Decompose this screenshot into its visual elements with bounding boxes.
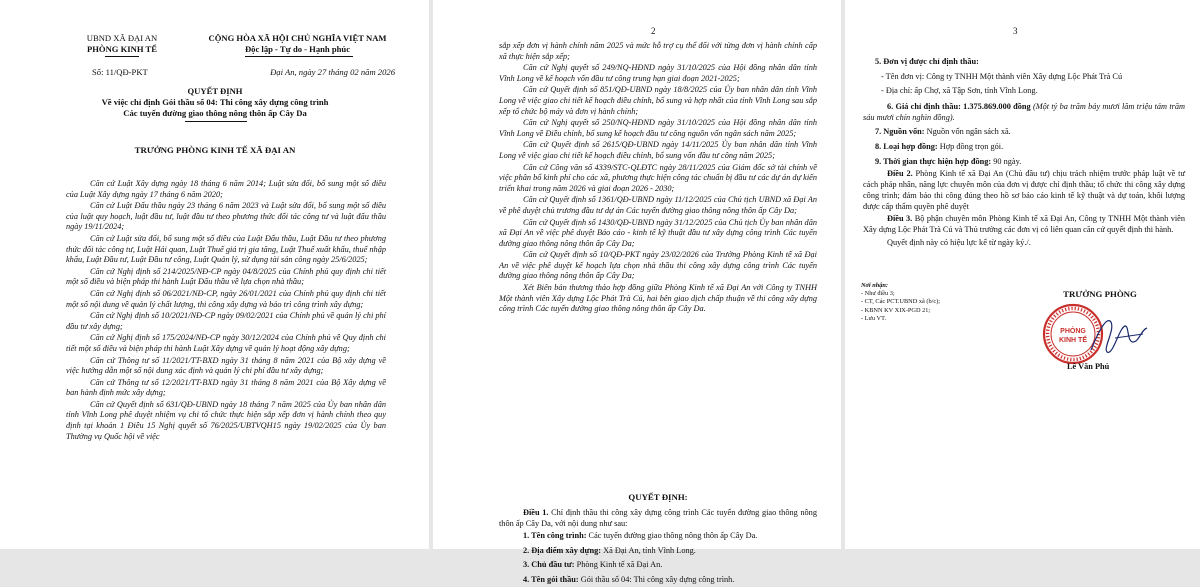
legal-basis: Căn cứ Luật sửa đổi, bổ sung một số điều của Luật Đấu thầu, Luật Đầu tư theo phương thức đối tác công tư, Luật Hải quan, Luật Thuế giá trị gia tăng, Luật Thuế xuất khẩu, thuế nhập khẩu, Luật Đầu tư, Luật Đầu tư công, Luật Quản lý, sử dụng tài sản công ngày 25/6/2025; bbox=[66, 234, 386, 266]
recipient: - KBNN KV XIX-PGD 21; bbox=[861, 307, 1011, 315]
signer-name: Lê Văn Phú bbox=[1067, 362, 1109, 371]
item-6-label: 6. Giá chỉ định thầu: 1.375.869.000 đồng bbox=[887, 102, 1031, 111]
legal-basis: Căn cứ Quyết định số 1361/QĐ-UBND ngày 11/12/2025 của Chủ tịch UBND xã Đại An về phê duyệt chủ trương đầu tư dự án Các tuyến đường giao thông nông thôn ấp Cây Da; bbox=[499, 195, 817, 216]
document-page-1 bbox=[0, 0, 429, 549]
decision-heading: QUYẾT ĐỊNH: bbox=[493, 492, 823, 502]
item-8 bbox=[863, 140, 1185, 155]
item-5-label: 5. Đơn vị được chỉ định thầu: bbox=[863, 55, 1185, 70]
subject-line-2: Các tuyến đường giao thông nông thôn ấp Cây Da bbox=[30, 108, 400, 119]
article-2-label: Điều 2. bbox=[887, 169, 913, 178]
item-5-line-1: - Tên đơn vị: Công ty TNHH Một thành viên Xây dựng Lộc Phát Trà Cú bbox=[863, 70, 1185, 85]
item-label: 3. Chủ đầu tư: bbox=[523, 560, 575, 569]
article-3-label: Điều 3. bbox=[887, 214, 912, 223]
article-2-body: Phòng Kinh tế xã Đại An (Chủ đầu tư) chịu trách nhiệm trước pháp luật về tư cách pháp nhân, năng lực chuyên môn của đơn vị được chỉ định thầu; tổ chức thi công xây dựng công trình; đảm bảo thi công đúng theo hồ sơ báo cáo kinh tế kỹ thuật và dự toán, khối lượng được cấp thẩm quyền phê duyệt bbox=[863, 169, 1185, 210]
legal-basis-list bbox=[66, 179, 386, 443]
svg-text:KINH TẾ: KINH TẾ bbox=[1059, 334, 1087, 344]
subject-line-1: Về việc chỉ định Gói thầu số 04: Thi công xây dựng công trình bbox=[30, 97, 400, 108]
item-value: Gói thầu số 04: Thi công xây dựng công trình. bbox=[579, 575, 735, 584]
doc-number: Số: 11/QĐ-PKT bbox=[92, 67, 148, 78]
svg-text:PHÒNG: PHÒNG bbox=[1060, 326, 1086, 335]
page-number: 3 bbox=[1013, 26, 1018, 36]
document-page-2 bbox=[433, 0, 841, 549]
recipient: - Như điều 3; bbox=[861, 290, 1011, 298]
signature bbox=[1085, 308, 1165, 368]
article-1-items bbox=[523, 529, 823, 587]
item-value: Phòng Kinh tế xã Đại An. bbox=[575, 560, 663, 569]
legal-basis: Căn cứ Nghị định số 175/2024/NĐ-CP ngày 30/12/2024 của Chính phủ về Quy định chi tiết một số điều và biện pháp thi hành Luật Xây dựng về quản lý hoạt động xây dựng; bbox=[66, 333, 386, 354]
article-1-body: Chỉ định thầu thi công xây dựng công trình Các tuyến đường giao thông nông thôn ấp Cây Da, với nội dung như sau: bbox=[499, 508, 817, 528]
item-9-label: 9. Thời gian thực hiện hợp đồng: bbox=[875, 157, 991, 166]
article-3 bbox=[863, 214, 1185, 236]
legal-basis: Căn cứ Nghị định số 214/2025/NĐ-CP ngày 04/8/2025 của Chính phủ quy định chi tiết một số điều và biện pháp thi hành Luật Đấu thầu về lựa chọn nhà thầu; bbox=[66, 267, 386, 288]
authority-heading: TRƯỞNG PHÒNG KINH TẾ XÃ ĐẠI AN bbox=[30, 145, 400, 155]
title-underline bbox=[185, 121, 247, 122]
article-1 bbox=[499, 508, 817, 530]
item-6-note: (Một tỷ ba trăm bảy mươi lăm triệu tám trăm sáu mươi chín nghìn đồng). bbox=[863, 102, 1185, 122]
item-label: 4. Tên gói thầu: bbox=[523, 575, 579, 584]
legal-basis: Căn cứ Thông tư số 11/2021/TT-BXD ngày 31 tháng 8 năm 2021 của Bộ xây dựng về việc hướng dẫn một số nội dung xác định và quản lý chi phí đầu tư xây dựng; bbox=[66, 356, 386, 377]
list-item bbox=[523, 529, 823, 544]
legal-basis: Căn cứ Công văn số 4339/STC-QLĐTC ngày 28/11/2025 của Giám đốc sở tài chính về việc phân bổ kinh phí cho các xã, phương thực hiện công tác chuẩn bị đầu tư các dự án dự kiến triển khai trong năm 2026 và giai đoạn 2026 - 2030; bbox=[499, 163, 817, 195]
doc-title bbox=[30, 86, 400, 119]
list-item bbox=[523, 558, 823, 573]
article-1-text bbox=[499, 508, 817, 529]
recipients bbox=[861, 282, 1011, 323]
item-8-label: 8. Loại hợp đồng: bbox=[875, 142, 938, 151]
org-line-2: PHÒNG KINH TẾ bbox=[52, 44, 192, 55]
item-label: 2. Địa điểm xây dựng: bbox=[523, 546, 601, 555]
page3-body bbox=[863, 55, 1185, 251]
page-number: 2 bbox=[651, 26, 656, 36]
legal-basis-list bbox=[499, 41, 817, 316]
national-header bbox=[185, 33, 410, 55]
article-3-body: Bộ phận chuyên môn Phòng Kinh tế xã Đại An, Công ty TNHH Một thành viên Xây dựng Lộc Phát Trà Cú và Thủ trưởng các đơn vị có liên quan căn cứ quyết định thi hành. bbox=[863, 214, 1185, 234]
article-1-label: Điều 1. bbox=[523, 508, 548, 517]
legal-basis: Căn cứ Quyết định số 631/QĐ-UBND ngày 18 tháng 7 năm 2025 của Ủy ban nhân dân tỉnh Vĩnh Long phê duyệt nhiệm vụ chi tổ chức thực hiện sắp xếp đơn vị hành chính theo quy định tại khoản 1 Điều 15 Nghị quyết số 76/2025/UBTVQH15 ngày 19/02/2025 của Ủy ban Thường vụ Quốc hội về việc bbox=[66, 400, 386, 442]
item-9-value: 90 ngày. bbox=[991, 157, 1021, 166]
list-item bbox=[523, 544, 823, 559]
legal-basis: Căn cứ Luật Đấu thầu ngày 23 tháng 6 năm 2023 và Luật sửa đổi, bổ sung một số điều của luật quy hoạch, luật đầu tư, luật đầu tư theo phương thức đối tác công tư và luật đấu thầu ngày 19/11/2024; bbox=[66, 201, 386, 233]
item-value: Các tuyến đường giao thông nông thôn ấp Cây Da. bbox=[586, 531, 757, 540]
legal-basis: Căn cứ Thông tư số 12/2021/TT-BXD ngày 31 tháng 8 năm 2021 của Bộ Xây dựng về ban hành định mức xây dựng; bbox=[66, 378, 386, 399]
recipient: - Lưu VT. bbox=[861, 315, 1011, 323]
legal-basis: Căn cứ Quyết định số 1430/QĐ-UBND ngày 31/12/2025 của Chủ tịch Ủy ban nhân dân xã Đại An về việc phê duyệt Báo cáo - kinh tế kỹ thuật đầu tư xây dựng công trình Các tuyến đường giao thông nông thôn ấp Cây Da; bbox=[499, 218, 817, 250]
recipient: - CT, Các PCT.UBND xã (b/c); bbox=[861, 298, 1011, 306]
legal-basis: Căn cứ Quyết định số 10/QĐ-PKT ngày 23/02/2026 của Trưởng Phòng Kinh tế xã Đại An về việc phê duyệt kế hoạch lựa chọn nhà thầu thi công xây dựng công trình Các tuyến đường giao thông nông thôn ấp Cây Da; bbox=[499, 250, 817, 282]
legal-basis: Căn cứ Nghị định số 06/2021/NĐ-CP, ngày 26/01/2021 của Chính phủ quy định chi tiết một số nội dung về quản lý chất lượng, thi công xây dựng và bảo trì công trình xây dựng; bbox=[66, 289, 386, 310]
item-7 bbox=[863, 125, 1185, 140]
legal-basis: Căn cứ Nghị định số 10/2021/NĐ-CP ngày 09/02/2021 của Chính phủ về quản lý chi phí đầu tư xây dựng; bbox=[66, 311, 386, 332]
org-underline bbox=[105, 56, 139, 57]
legal-basis: Căn cứ Luật Xây dựng ngày 18 tháng 6 năm 2014; Luật sửa đổi, bổ sung một số điều của Luật Xây dựng ngày 17 tháng 6 năm 2020; bbox=[66, 179, 386, 200]
nation-line-1: CỘNG HÒA XÃ HỘI CHỦ NGHĨA VIỆT NAM bbox=[185, 33, 410, 44]
legal-basis: Căn cứ Nghị quyết số 250/NQ-HĐND ngày 31/10/2025 của Hội đồng nhân dân tỉnh Vĩnh Long về Điều chỉnh, bổ sung kế hoạch đầu tư công nguồn vốn ngân sách năm 2025; bbox=[499, 118, 817, 139]
doc-type: QUYẾT ĐỊNH bbox=[30, 86, 400, 97]
recipients-title: Nơi nhận: bbox=[861, 282, 1011, 290]
item-label: 1. Tên công trình: bbox=[523, 531, 586, 540]
nation-underline bbox=[245, 56, 353, 57]
article-2 bbox=[863, 169, 1185, 212]
document-page-3 bbox=[845, 0, 1200, 549]
place-date: Đại An, ngày 27 tháng 02 năm 2026 bbox=[225, 67, 395, 78]
signer-title: TRƯỞNG PHÒNG bbox=[1045, 289, 1155, 299]
item-7-value: Nguồn vốn ngân sách xã. bbox=[925, 127, 1011, 136]
item-8-value: Hợp đồng trọn gói. bbox=[938, 142, 1003, 151]
item-value: Xã Đại An, tỉnh Vĩnh Long. bbox=[601, 546, 696, 555]
legal-basis: Căn cứ Quyết định số 851/QĐ-UBND ngày 18/8/2025 của Ủy ban nhân dân tỉnh Vĩnh Long về việc giao chi tiết kế hoạch điều chỉnh, bổ sung và hợp nhất của tỉnh Vĩnh Long sau sắp xếp tổ chức bộ máy và đơn vị hành chính; bbox=[499, 85, 817, 117]
item-5-line-2: - Địa chỉ: ấp Chợ, xã Tập Sơn, tỉnh Vĩnh Long. bbox=[863, 84, 1185, 99]
item-9 bbox=[863, 155, 1185, 170]
item-6 bbox=[863, 102, 1185, 124]
legal-basis: Căn cứ Quyết định số 2615/QĐ-UBND ngày 14/11/2025 Ủy ban nhân dân tỉnh Vĩnh Long về việc giao chi tiết kế hoạch điều chỉnh, bổ sung vốn đầu tư công năm 2025; bbox=[499, 140, 817, 161]
effective-clause: Quyết định này có hiệu lực kể từ ngày ký./. bbox=[863, 238, 1185, 249]
issuing-org bbox=[52, 33, 192, 55]
list-item bbox=[523, 573, 823, 587]
legal-basis: Căn cứ Nghị quyết số 249/NQ-HĐND ngày 31/10/2025 của Hội đồng nhân dân tỉnh Vĩnh Long về kế hoạch vốn đầu tư công trung hạn giai đoạn 2021-2025; bbox=[499, 63, 817, 84]
item-7-label: 7. Nguồn vốn: bbox=[875, 127, 925, 136]
legal-basis: sắp xếp đơn vị hành chính năm 2025 và mức hỗ trợ cụ thể đối với từng đơn vị hành chính cấp xã thực hiện sắp xếp; bbox=[499, 41, 817, 62]
nation-line-2: Độc lập - Tự do - Hạnh phúc bbox=[185, 44, 410, 55]
legal-basis: Xét Biên bản thương thảo hợp đồng giữa Phòng Kinh tế xã Đại An với Công ty TNHH Một thành viên Xây dựng Lộc Phát Trà Cú, hai bên giao dịch chấp thuận về thi công xây dựng công trình Các tuyến đường giao thông nông thôn ấp Cây Da. bbox=[499, 283, 817, 315]
org-line-1: UBND XÃ ĐẠI AN bbox=[52, 33, 192, 44]
